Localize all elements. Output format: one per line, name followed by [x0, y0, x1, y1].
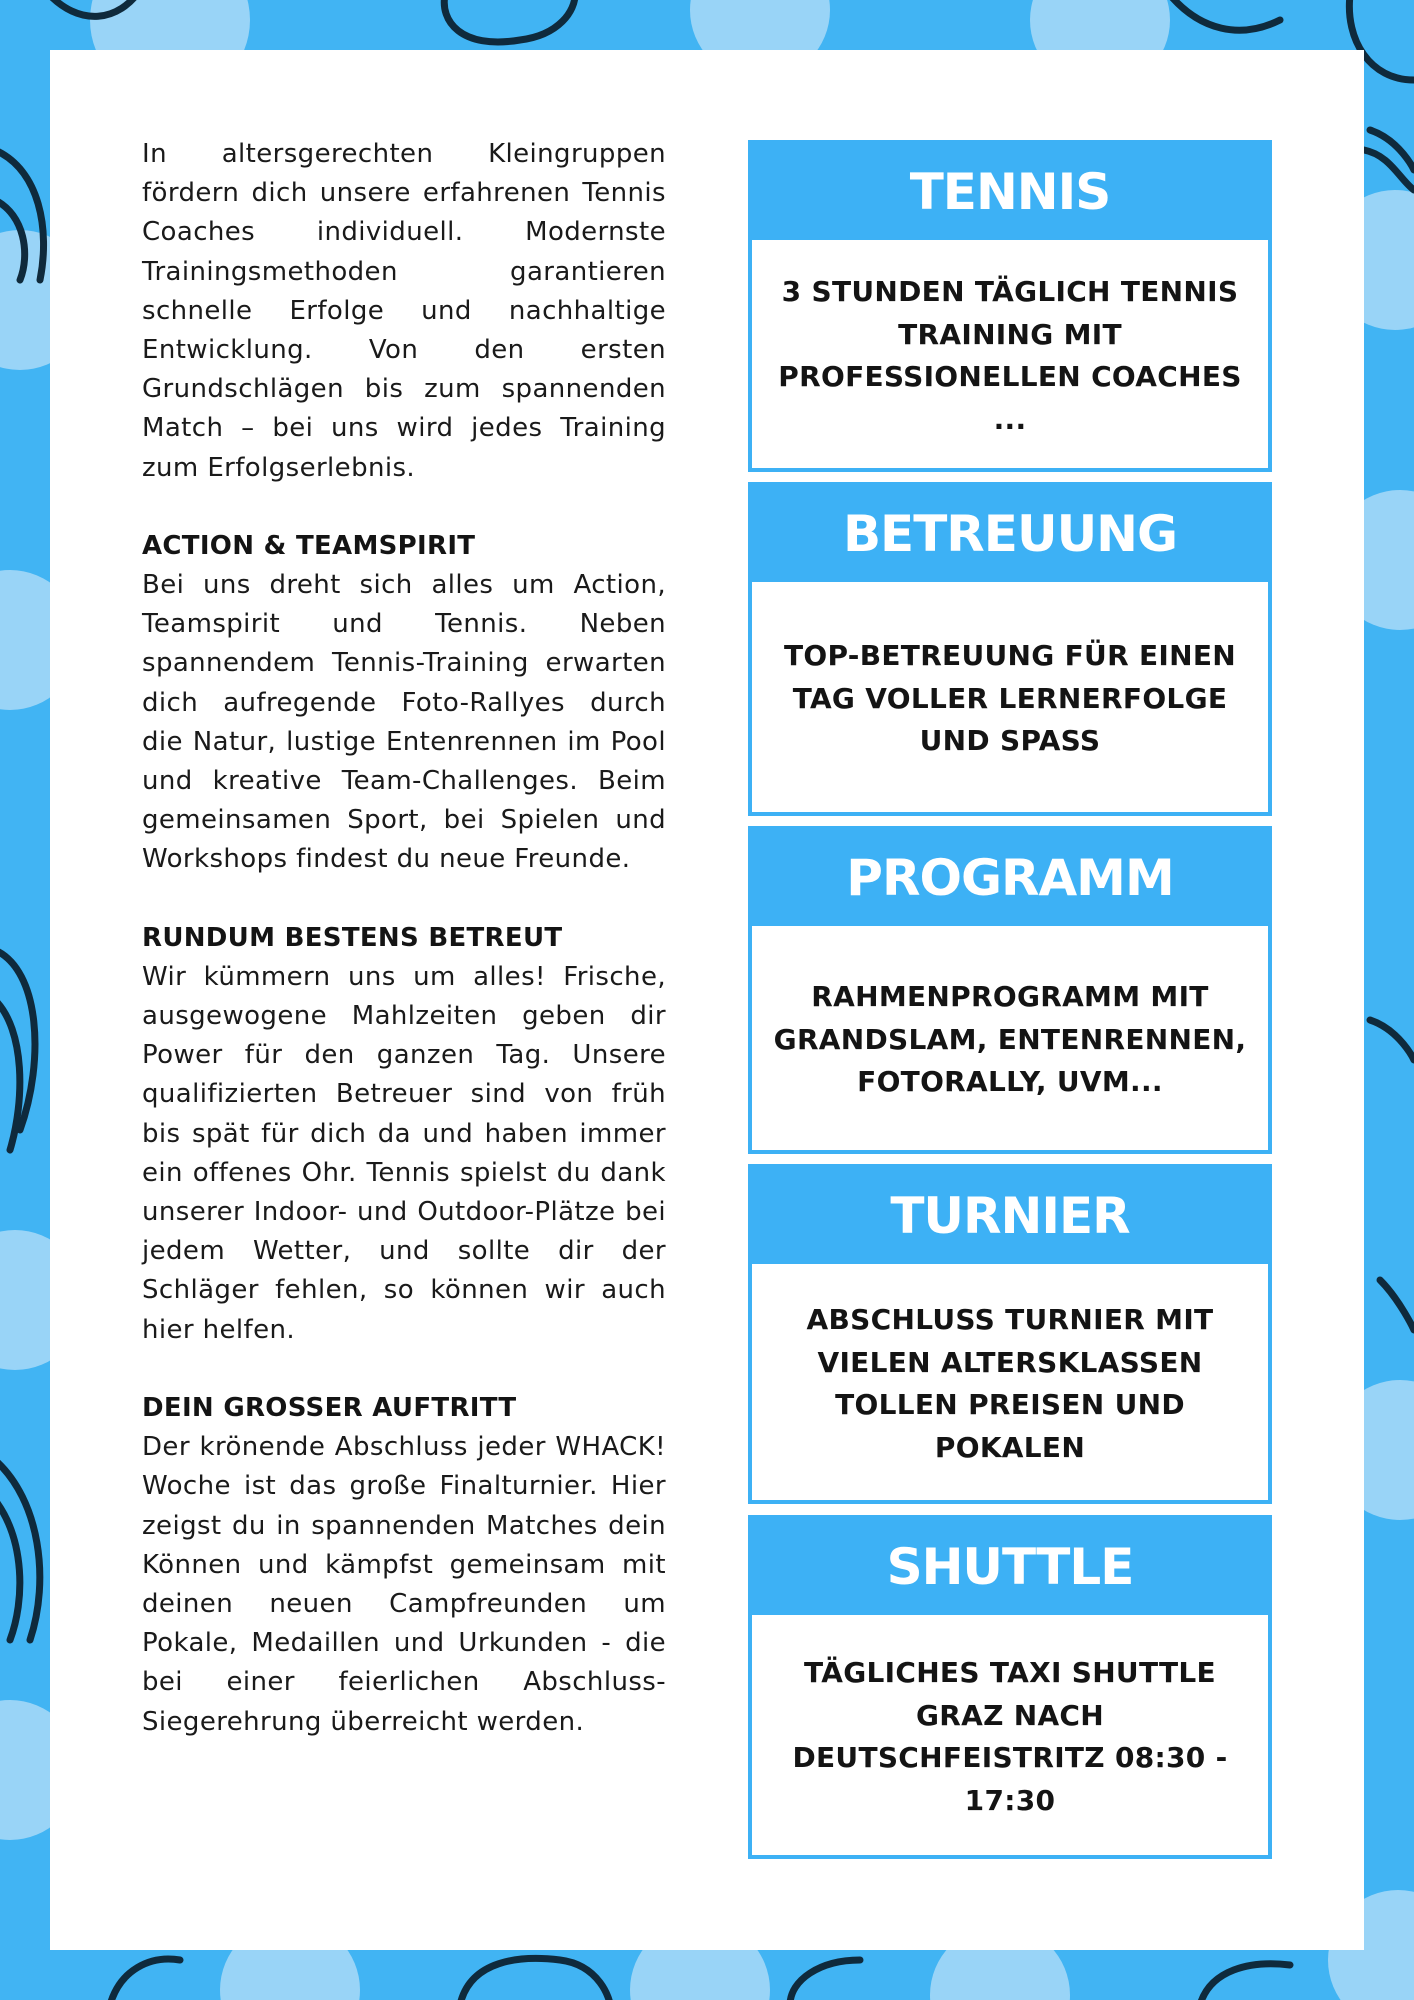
card-body: TOP-BETREUUNG FÜR EINEN TAG VOLLER LERNERFOLGE UND SPASS: [752, 582, 1268, 812]
card-title: TURNIER: [752, 1168, 1268, 1264]
card-title: PROGRAMM: [752, 830, 1268, 926]
section-text-action: Bei uns dreht sich alles um Action, Teamspirit und Tennis. Neben spannendem Tennis-Training erwarten dich aufregende Foto-Rallyes durch die Natur, lustige Entenrennen im Pool und kreative Team-Challenges. Beim gemeinsamen Sport, bei Spielen und Workshops findest du neue Freunde.: [142, 570, 666, 875]
card-body: 3 STUNDEN TÄGLICH TENNIS TRAINING MIT PROFESSIONELLEN COACHES ...: [752, 240, 1268, 468]
section-text-auftritt: Der krönende Abschluss jeder WHACK! Woche ist das große Finalturnier. Hier zeigst du in spannenden Matches dein Können und kämpfst gemeinsam mit deinen neuen Campfreunden um Pokale, Medaillen und Urkunden - die bei einer feierlichen Abschluss-Siegerehrung überreicht werden.: [142, 1432, 666, 1737]
card-title: TENNIS: [752, 144, 1268, 240]
section-heading-auftritt: DEIN GROSSER AUFTRITT: [142, 1392, 517, 1423]
card-body: ABSCHLUSS TURNIER MIT VIELEN ALTERSKLASSEN TOLLEN PREISEN UND POKALEN: [752, 1264, 1268, 1500]
description-column: [142, 135, 666, 1742]
info-card-turnier: [748, 1164, 1272, 1504]
section-heading-action: ACTION & TEAMSPIRIT: [142, 530, 476, 561]
card-body: TÄGLICHES TAXI SHUTTLE GRAZ NACH DEUTSCHFEISTRITZ 08:30 - 17:30: [752, 1615, 1268, 1855]
info-card-programm: [748, 826, 1272, 1154]
card-title: SHUTTLE: [752, 1519, 1268, 1615]
section-heading-betreut: RUNDUM BESTENS BETREUT: [142, 922, 563, 953]
info-card-shuttle: [748, 1515, 1272, 1859]
card-body: RAHMENPROGRAMM MIT GRANDSLAM, ENTENRENNEN, FOTORALLY, UVM...: [752, 926, 1268, 1150]
section-text-betreut: Wir kümmern uns um alles! Frische, ausgewogene Mahlzeiten geben dir Power für den ganzen Tag. Unsere qualifizierten Betreuer sind von früh bis spät für dich da und haben immer ein offenes Ohr. Tennis spielst du dank unserer Indoor- und Outdoor-Plätze bei jedem Wetter, und sollte dir der Schläger fehlen, so können wir auch hier helfen.: [142, 961, 666, 1345]
intro-paragraph: In altersgerechten Kleingruppen fördern dich unsere erfahrenen Tennis Coaches individuell. Modernste Trainingsmethoden garantieren schnelle Erfolge und nachhaltige Entwicklung. Von den ersten Grundschlägen bis zum spannenden Match – bei uns wird jedes Training zum Erfolgserlebnis.: [142, 139, 666, 483]
card-title: BETREUUNG: [752, 486, 1268, 582]
info-card-tennis: [748, 140, 1272, 472]
info-card-betreuung: [748, 482, 1272, 816]
